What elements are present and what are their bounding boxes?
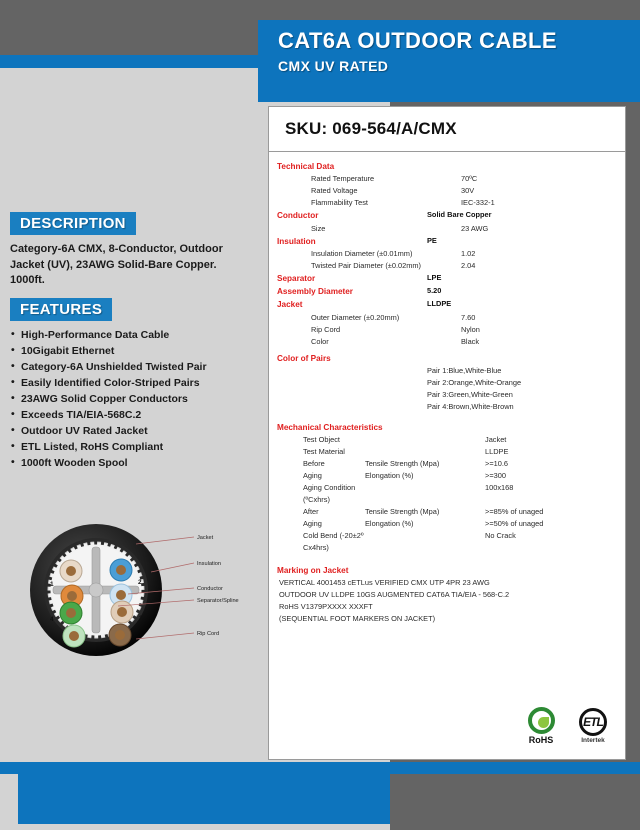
spec-value: 7.60 <box>461 312 476 322</box>
color-of-pairs-heading: Color of Pairs <box>277 353 331 363</box>
mechanical-row <box>277 470 615 482</box>
specification-body <box>269 152 625 625</box>
feature-item: • Category-6A Unshielded Twisted Pair <box>10 360 255 376</box>
description-heading-wrap <box>10 212 250 235</box>
conductor-heading: Conductor <box>277 211 319 221</box>
spec-key: Rip Cord <box>311 324 341 334</box>
technical-data-heading: Technical Data <box>277 162 335 171</box>
features-list <box>10 328 255 472</box>
jacket-value: LLDPE <box>427 299 452 309</box>
color-of-pairs-list <box>277 365 615 413</box>
separator-row <box>277 272 615 285</box>
spec-row <box>277 197 615 209</box>
mechanical-label: Test Object <box>303 435 340 445</box>
feature-item: • High-Performance Data Cable <box>10 328 255 344</box>
description-heading: DESCRIPTION <box>10 212 136 235</box>
mechanical-test: Elongation (%) <box>365 471 414 480</box>
spec-key: Flammability Test <box>311 198 368 208</box>
spec-value: Nylon <box>461 324 480 334</box>
mechanical-label: Aging <box>303 471 322 480</box>
mechanical-test <box>365 446 485 458</box>
pair-number-4: 4 <box>50 616 54 623</box>
pair-color-row: Pair 4:Brown,White-Brown <box>427 401 514 411</box>
mechanical-row <box>277 530 615 554</box>
etl-logo <box>570 708 616 744</box>
mechanical-heading: Mechanical Characteristics <box>277 422 383 432</box>
pair-number-3: 3 <box>139 615 143 622</box>
mechanical-row <box>277 482 615 506</box>
marking-line: VERTICAL 4001453 cETLus VERIFIED CMX UTP 4PR 23 AWG <box>279 578 490 588</box>
spec-key: Rated Voltage <box>311 186 358 196</box>
insulation-rows <box>277 248 615 272</box>
pair-color-row: Pair 1:Blue,White-Blue <box>427 365 502 375</box>
callout-separator-spline: Separator/Spline <box>197 598 239 604</box>
mechanical-row <box>277 518 615 530</box>
description-section <box>10 212 250 289</box>
marking-line: (SEQUENTIAL FOOT MARKERS ON JACKET) <box>279 614 436 624</box>
mechanical-value: >=50% of unaged <box>485 518 544 528</box>
features-heading-wrap <box>10 298 255 321</box>
callout-rip-cord: Rip Cord <box>197 631 220 637</box>
sku-label: SKU: 069-564/A/CMX <box>285 119 457 138</box>
spec-value: 30V <box>461 186 475 196</box>
sku-bar <box>269 107 625 152</box>
features-section <box>10 298 255 472</box>
pair-color-row: Pair 2:Orange,White-Orange <box>427 377 522 387</box>
mechanical-test <box>365 434 485 446</box>
pair-number-2: 2 <box>138 579 142 586</box>
feature-item: • 23AWG Solid Copper Conductors <box>10 392 255 408</box>
callout-jacket: Jacket <box>197 535 214 541</box>
footer-block <box>18 762 390 824</box>
conductor-value: Solid Bare Copper <box>427 210 492 220</box>
jacket-heading-row <box>277 298 615 311</box>
spec-value: IEC-332-1 <box>461 198 495 208</box>
spec-row <box>277 185 615 197</box>
mechanical-value: 100x168 <box>485 482 514 492</box>
mechanical-test: Tensile Strength (Mpa) <box>365 459 440 469</box>
specification-panel <box>268 106 626 760</box>
description-text: Category-6A CMX, 8-Conductor, Outdoor Jacket (UV), 23AWG Solid-Bare Copper. 1000ft. <box>10 243 223 287</box>
mechanical-rows <box>277 434 615 554</box>
mechanical-row <box>277 506 615 518</box>
feature-item: • Outdoor UV Rated Jacket <box>10 424 255 440</box>
spec-key: Twisted Pair Diameter (±0.02mm) <box>311 260 422 270</box>
mechanical-test: Tensile Strength (Mpa) <box>365 506 440 516</box>
insulation-value: PE <box>427 235 437 245</box>
marking-lines <box>277 577 615 625</box>
rohs-logo <box>521 707 561 745</box>
mechanical-label: After <box>303 506 319 516</box>
certification-logos <box>521 703 621 749</box>
page-header <box>258 20 640 102</box>
feature-item: • 1000ft Wooden Spool <box>10 456 255 472</box>
features-heading: FEATURES <box>10 298 112 321</box>
assembly-diameter-value: 5.20 <box>427 286 442 296</box>
spec-row <box>277 173 615 185</box>
spec-row <box>277 336 615 348</box>
spec-key: Size <box>311 223 326 233</box>
spec-value: Black <box>461 336 480 346</box>
page-title: CAT6A OUTDOOR CABLE <box>278 28 557 53</box>
recycle-icon <box>528 707 555 734</box>
jacket-rows <box>277 312 615 348</box>
mechanical-row <box>277 446 615 458</box>
mechanical-row <box>277 434 615 446</box>
technical-data-rows <box>277 173 615 209</box>
spec-key: Insulation Diameter (±0.01mm) <box>311 248 413 258</box>
spec-key: Color <box>311 336 329 346</box>
spec-key: Rated Temperature <box>311 174 375 184</box>
mechanical-label: Test Material <box>303 447 345 457</box>
mechanical-test <box>365 482 485 506</box>
spec-value: 70ºC <box>461 174 478 184</box>
marking-heading: Marking on Jacket <box>277 565 349 575</box>
mechanical-value: No Crack <box>485 530 516 540</box>
pair-color-row: Pair 3:Green,White-Green <box>427 389 513 399</box>
spec-row <box>277 260 615 272</box>
mechanical-test: Elongation (%) <box>365 518 414 528</box>
spec-row <box>277 324 615 336</box>
mechanical-label: Before <box>303 459 325 469</box>
intertek-label: Intertek <box>581 737 605 744</box>
callout-insulation: Insulation <box>197 561 221 567</box>
separator-heading: Separator <box>277 273 316 283</box>
feature-item: • 10Gigabit Ethernet <box>10 344 255 360</box>
spec-value: 1.02 <box>461 248 476 258</box>
mechanical-label: Aging <box>303 518 322 528</box>
pair-number-1: 1 <box>50 581 54 588</box>
page-subtitle: CMX UV RATED <box>278 58 389 74</box>
mechanical-value: >=300 <box>485 471 506 480</box>
conductor-rows <box>277 223 615 235</box>
cable-cross-section-diagram <box>8 520 258 660</box>
insulation-heading: Insulation <box>277 236 316 246</box>
assembly-diameter-heading: Assembly Diameter <box>277 287 353 297</box>
marking-line: RoHS V1379PXXXX XXXFT <box>279 602 373 612</box>
assembly-diameter-row <box>277 285 615 298</box>
spec-value: 23 AWG <box>461 223 489 233</box>
spec-row <box>277 223 615 235</box>
etl-mark-icon: ETL <box>579 708 607 736</box>
feature-item: • ETL Listed, RoHS Compliant <box>10 440 255 456</box>
feature-item: • Easily Identified Color-Striped Pairs <box>10 376 255 392</box>
mechanical-value: LLDPE <box>485 447 509 457</box>
mechanical-value: >=85% of unaged <box>485 506 544 516</box>
spec-row <box>277 312 615 324</box>
conductor-heading-row <box>277 209 615 222</box>
callout-conductor: Conductor <box>197 586 223 592</box>
insulation-heading-row <box>277 235 615 248</box>
mechanical-label: Cold Bend (-20±2º Cx4hrs) <box>303 530 364 552</box>
spec-row <box>277 248 615 260</box>
rohs-label: RoHS <box>528 735 554 745</box>
mechanical-value: >=10.6 <box>485 459 509 469</box>
mechanical-row <box>277 458 615 470</box>
mechanical-value: Jacket <box>485 435 507 445</box>
spec-value: 2.04 <box>461 260 476 270</box>
spec-key: Outer Diameter (±0.20mm) <box>311 312 400 322</box>
marking-line: OUTDOOR UV LLDPE 10GS AUGMENTED CAT6A TIA/EIA - 568-C.2 <box>279 590 510 600</box>
jacket-heading: Jacket <box>277 300 303 310</box>
mechanical-label: Aging Condition (ºCxhrs) <box>303 482 356 504</box>
feature-item: • Exceeds TIA/EIA-568C.2 <box>10 408 255 424</box>
separator-value: LPE <box>427 272 442 282</box>
mechanical-test <box>365 530 485 554</box>
